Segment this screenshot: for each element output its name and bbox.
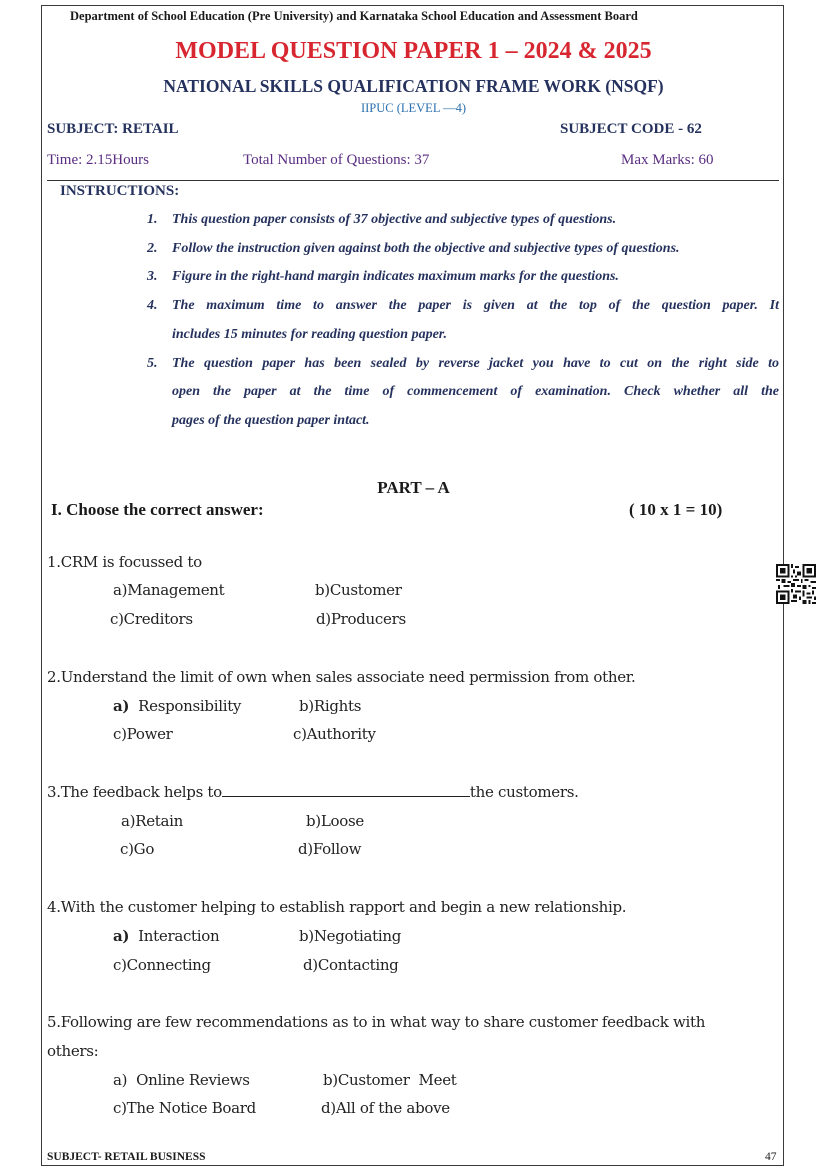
option-c: c)Connecting [113,956,211,974]
instruction-number: 3. [147,269,158,284]
option-b: b)Customer Meet [323,1071,457,1089]
option-a-text: Responsibility [138,697,242,715]
page-number: 47 [765,1151,777,1163]
instruction-text: open the paper at the time of commencement of examination. Check whether all the [172,384,779,399]
instruction-text: This question paper consists of 37 objective and subjective types of questions. [172,212,617,227]
option-a [113,697,241,715]
instruction-number: 5. [147,356,158,371]
paper-title: MODEL QUESTION PAPER 1 – 2024 & 2025 [175,38,652,64]
level-label: IIPUC (LEVEL —4) [360,101,467,115]
instruction-number: 1. [147,212,158,227]
option-a: a)Retain [121,812,183,830]
question-text [47,783,579,801]
instruction-text: Follow the instruction given against both the objective and subjective types of questions. [172,241,680,256]
part-title: PART – A [377,478,450,497]
instruction-text: pages of the question paper intact. [172,413,370,428]
question-text: others: [47,1042,99,1060]
option-letter: a) [113,697,130,715]
option-a: a)Management [113,581,225,599]
qr-code-icon [776,564,816,604]
option-a-text: Interaction [138,927,220,945]
total-questions: Total Number of Questions: 37 [243,152,430,168]
question-text: 5.Following are few recommendations as to in what way to share customer feedback with [47,1013,706,1031]
board-header: Department of School Education (Pre University) and Karnataka School Education and Assessment Board [70,9,638,23]
option-d: d)Producers [316,610,406,628]
option-d: c)Authority [293,725,376,743]
option-d: d)Follow [298,840,362,858]
question-text-after: the customers. [469,783,579,801]
option-c: c)Power [113,725,173,743]
question-text: 2.Understand the limit of own when sales associate need permission from other. [47,668,636,686]
instruction-text: includes 15 minutes for reading question paper. [172,327,447,342]
section-marks: ( 10 x 1 = 10) [629,500,723,519]
max-marks: Max Marks: 60 [621,152,714,168]
instructions-heading: INSTRUCTIONS: [60,183,180,199]
instruction-text: Figure in the right-hand margin indicates maximum marks for the questions. [172,269,619,284]
header-divider [47,180,779,181]
option-b: b)Negotiating [299,927,402,945]
answer-blank [222,784,470,797]
question-text: 1.CRM is focussed to [47,553,202,571]
instruction-number: 2. [147,241,158,256]
time-label: Time: 2.15Hours [47,152,149,168]
option-b: b)Loose [306,812,364,830]
instruction-text: The question paper has been sealed by reverse jacket you have to cut on the right side to [172,356,779,371]
instruction-number: 4. [147,298,158,313]
question-text: 4.With the customer helping to establish rapport and begin a new relationship. [47,898,627,916]
option-c: c)The Notice Board [113,1099,256,1117]
instruction-text: The maximum time to answer the paper is given at the top of the question paper. It [172,298,779,313]
option-c: c)Go [120,840,155,858]
question-text-before: 3.The feedback helps to [47,783,222,801]
option-a [113,927,219,945]
subject-code: SUBJECT CODE - 62 [560,121,702,137]
option-c: c)Creditors [110,610,193,628]
option-letter: a) [113,927,130,945]
option-d: d)Contacting [303,956,399,974]
subject-label: SUBJECT: RETAIL [47,121,179,137]
option-b: b)Rights [299,697,362,715]
paper-subtitle: NATIONAL SKILLS QUALIFICATION FRAME WORK (NSQF) [163,76,664,96]
option-b: b)Customer [315,581,402,599]
option-d: d)All of the above [321,1099,450,1117]
option-a: a) Online Reviews [113,1071,250,1089]
section-label: I. Choose the correct answer: [51,500,264,519]
footer-subject: SUBJECT- RETAIL BUSINESS [47,1151,206,1163]
